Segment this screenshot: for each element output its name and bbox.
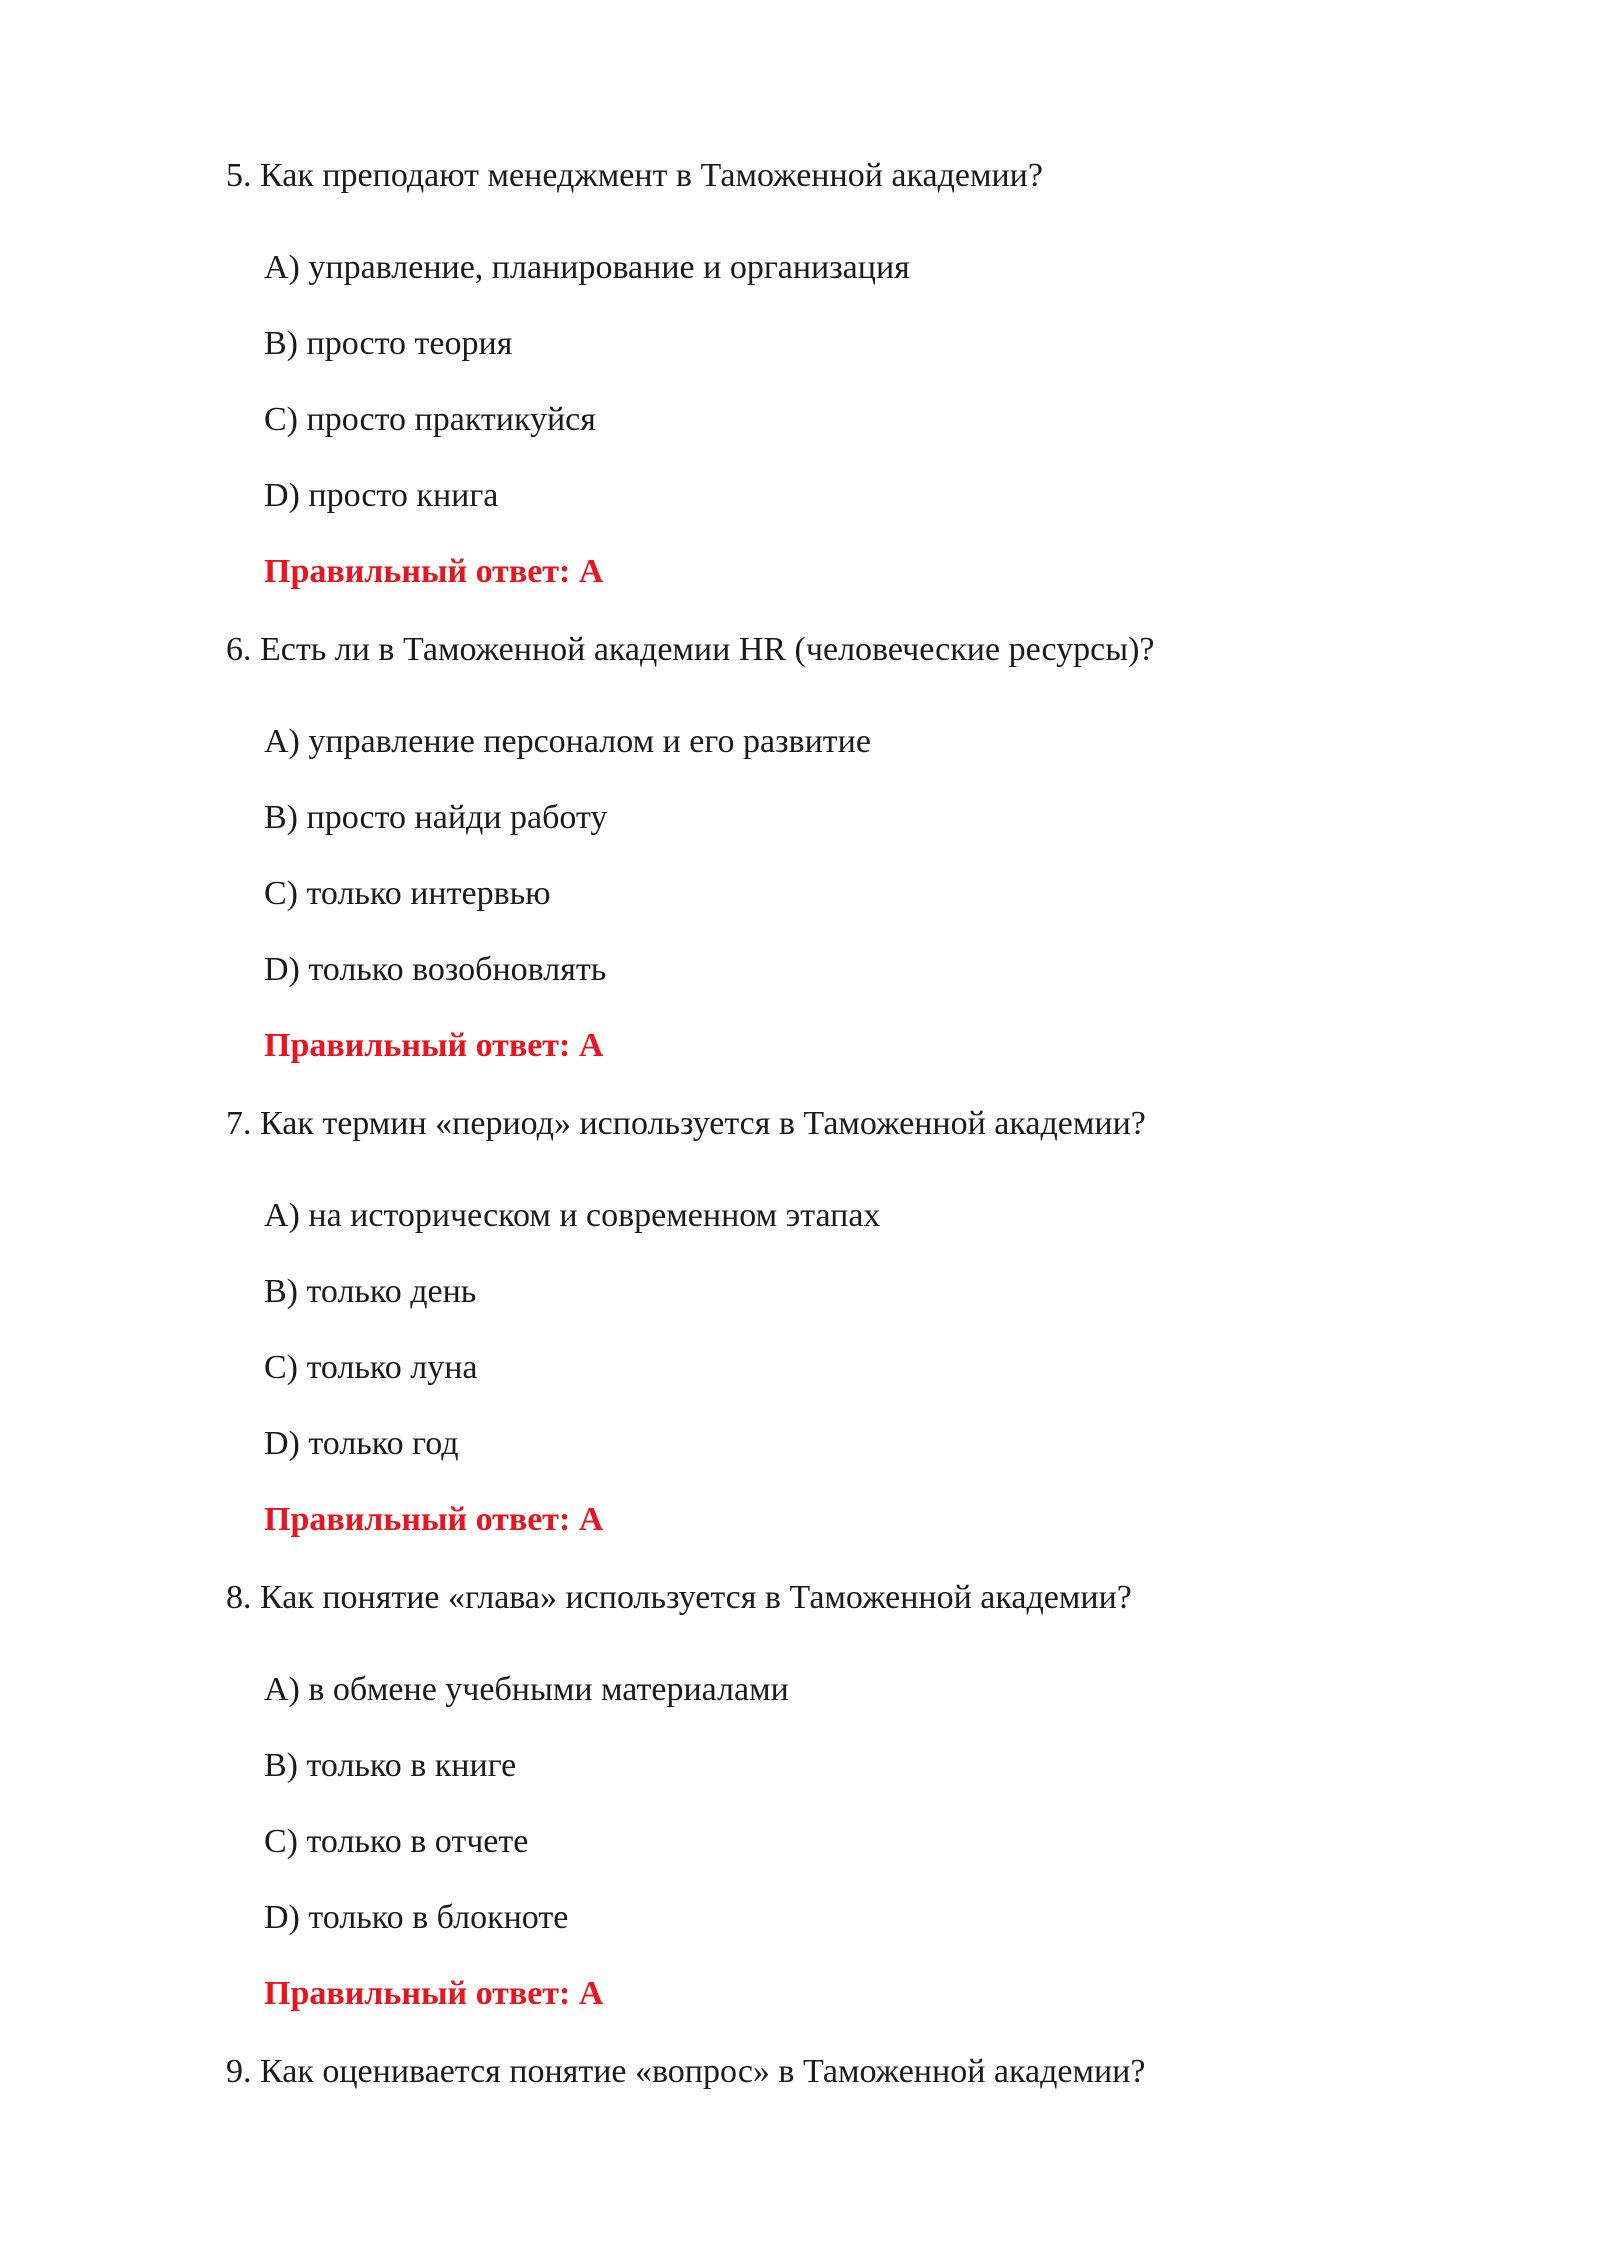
options-list bbox=[264, 1196, 1426, 1464]
question-5 bbox=[226, 156, 1426, 592]
option-c: C) просто практикуйся bbox=[264, 401, 596, 438]
question-text: 5. Как преподают менеджмент в Таможенной академии? bbox=[226, 157, 1043, 194]
option-d: D) только год bbox=[264, 1425, 459, 1462]
options-list bbox=[264, 248, 1426, 516]
option-b: B) только день bbox=[264, 1273, 477, 1310]
option-c: C) только в отчете bbox=[264, 1823, 529, 1860]
question-8 bbox=[226, 1578, 1426, 2014]
option-b: B) только в книге bbox=[264, 1747, 517, 1784]
option-a: A) в обмене учебными материалами bbox=[264, 1671, 789, 1708]
option-c: C) только луна bbox=[264, 1349, 478, 1386]
correct-answer: Правильный ответ: A bbox=[264, 1027, 604, 1064]
option-a: A) управление, планирование и организация bbox=[264, 249, 910, 286]
correct-answer: Правильный ответ: A bbox=[264, 1975, 604, 2012]
question-9 bbox=[226, 2052, 1426, 2092]
question-6 bbox=[226, 630, 1426, 1066]
correct-answer: Правильный ответ: A bbox=[264, 1501, 604, 1538]
options-list bbox=[264, 1670, 1426, 1938]
correct-answer: Правильный ответ: A bbox=[264, 553, 604, 590]
option-d: D) только в блокноте bbox=[264, 1899, 569, 1936]
question-text: 7. Как термин «период» используется в Таможенной академии? bbox=[226, 1105, 1146, 1142]
option-a: A) на историческом и современном этапах bbox=[264, 1197, 881, 1234]
option-b: B) просто найди работу bbox=[264, 799, 608, 836]
question-text: 9. Как оценивается понятие «вопрос» в Таможенной академии? bbox=[226, 2053, 1146, 2090]
option-a: A) управление персоналом и его развитие bbox=[264, 723, 871, 760]
option-b: B) просто теория bbox=[264, 325, 513, 362]
question-text: 8. Как понятие «глава» используется в Таможенной академии? bbox=[226, 1579, 1132, 1616]
options-list bbox=[264, 722, 1426, 990]
option-d: D) просто книга bbox=[264, 477, 499, 514]
question-7 bbox=[226, 1104, 1426, 1540]
option-c: C) только интервью bbox=[264, 875, 551, 912]
option-d: D) только возобновлять bbox=[264, 951, 607, 988]
question-text: 6. Есть ли в Таможенной академии HR (человеческие ресурсы)? bbox=[226, 631, 1155, 668]
